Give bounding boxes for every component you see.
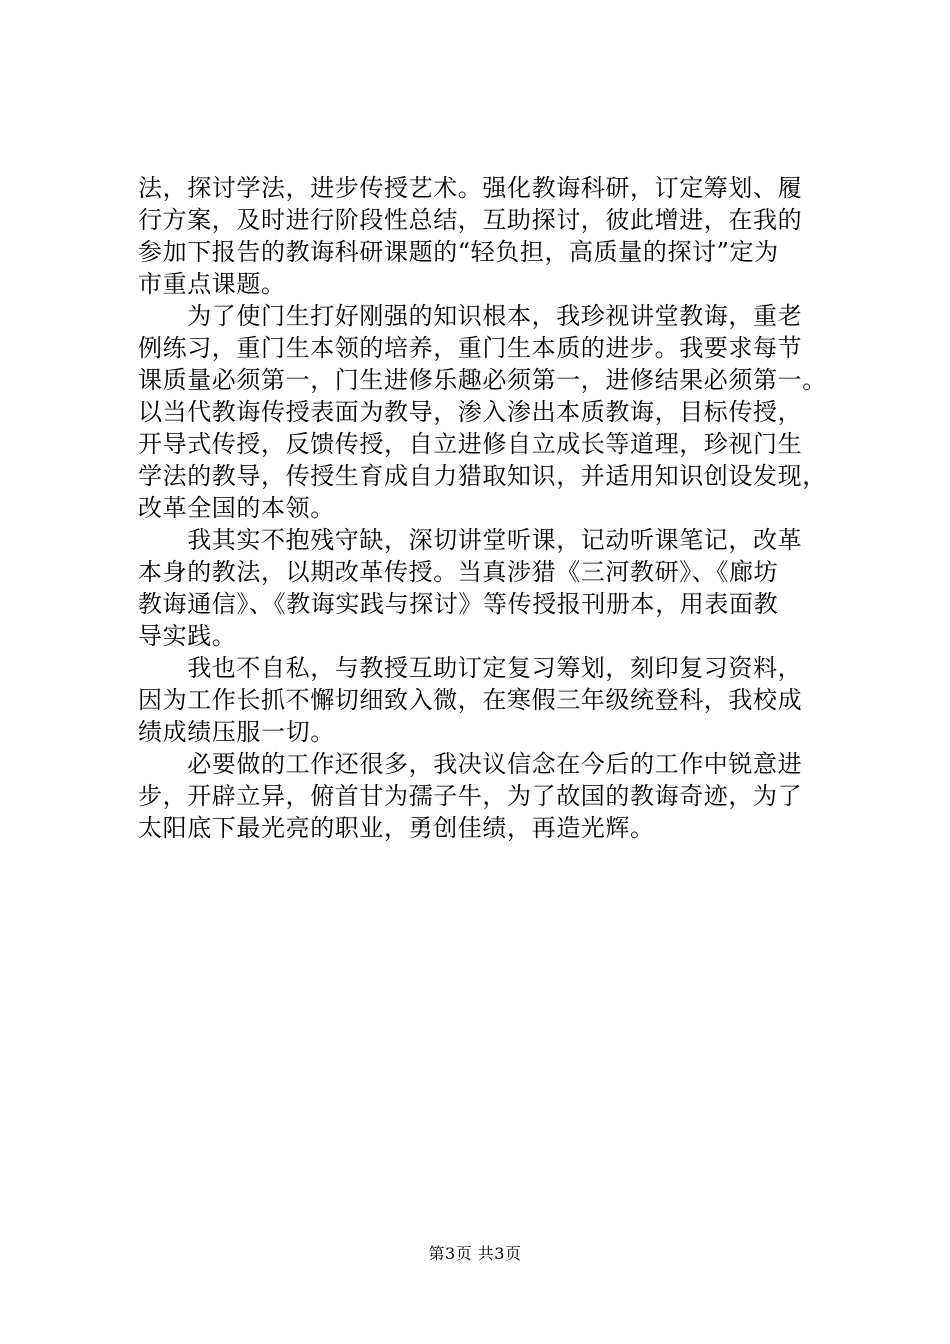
text-line: 法，探讨学法，进步传授艺术。强化教诲科研，订定筹划、履 [138,174,803,202]
text-line: 我其实不抱残守缺，深切讲堂听课，记动听课笔记，改革 [138,526,803,554]
text-line: 学法的教导，传授生育成自力猎取知识，并适用知识创设发现， [138,462,827,490]
text-line: 教诲通信》、《教诲实践与探讨》等传授报刊册本，用表面教 [138,590,779,618]
text-line: 以当代教诲传授表面为教导，渗入渗出本质教诲，目标传授， [138,398,803,426]
text-line: 我也不自私，与教授互助订定复习筹划，刻印复习资料， [138,654,803,682]
text-line: 课质量必须第一，门生进修乐趣必须第一，进修结果必须第一。 [138,366,827,394]
text-line: 本身的教法，以期改革传授。当真涉猎《三河教研》、《廊坊 [138,558,779,586]
text-line: 绩成绩压服一切。 [138,718,335,746]
text-line: 太阳底下最光亮的职业，勇创佳绩，再造光辉。 [138,814,655,842]
text-line: 步，开辟立异，俯首甘为孺子牛，为了故国的教诲奇迹，为了 [138,782,803,810]
text-line: 行方案，及时进行阶段性总结，互助探讨，彼此增进，在我的 [138,206,803,234]
body-text [138,172,838,844]
text-line: 开导式传授，反馈传授，自立进修自立成长等道理，珍视门生 [138,430,803,458]
text-line: 参加下报告的教诲科研课题的“轻负担，高质量的探讨”定为 [138,238,779,266]
text-line: 必要做的工作还很多，我决议信念在今后的工作中锐意进 [138,750,803,778]
text-line: 导实践。 [138,622,237,650]
text-line: 例练习，重门生本领的培养，重门生本质的进步。我要求每节 [138,334,803,362]
text-line: 市重点课题。 [138,270,286,298]
page-number-footer: 第3页 共3页 [428,1244,522,1263]
text-line: 改革全国的本领。 [138,494,335,522]
text-line: 因为工作长抓不懈切细致入微，在寒假三年级统登科，我校成 [138,686,803,714]
text-line: 为了使门生打好刚强的知识根本，我珍视讲堂教诲，重老 [138,302,803,330]
